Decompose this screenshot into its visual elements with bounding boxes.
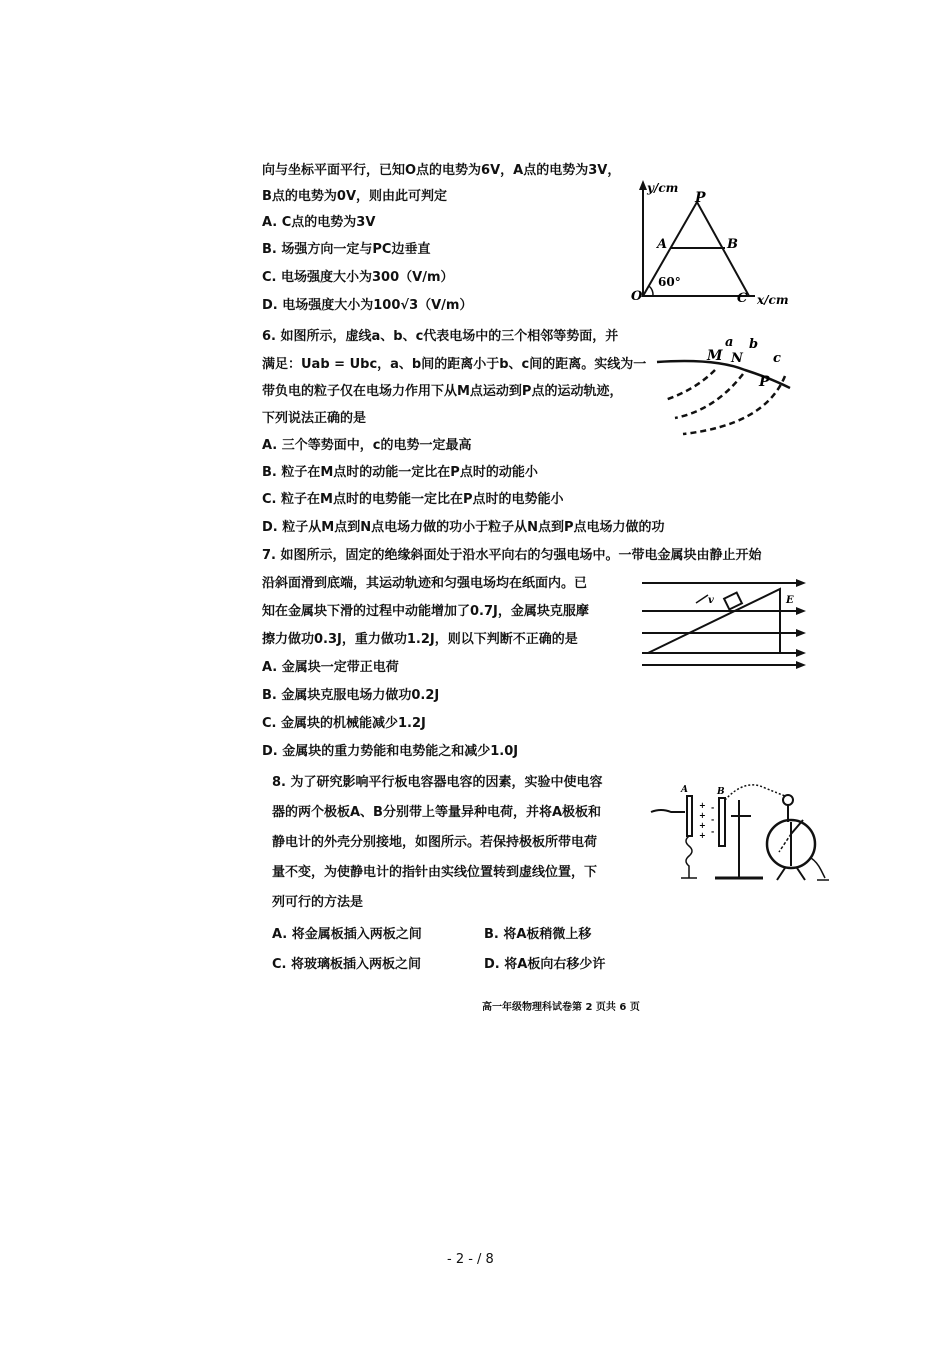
- q5-option-a: A. C点的电势为3V: [262, 215, 376, 230]
- q6-text-line3: 带负电的粒子仅在电场力作用下从M点运动到P点的运动轨迹，: [262, 384, 623, 399]
- svg-text:-: -: [711, 814, 715, 824]
- q8-option-b: B. 将A板稍微上移: [484, 927, 592, 942]
- q8-text-line2: 器的两个极板A、B分别带上等量异种电荷，并将A极板和: [272, 805, 602, 820]
- q6-text-line2: 满足：Uab = Ubc，a、b间的距离小于b、c间的距离。实线为一: [262, 357, 647, 372]
- q8-text-line4: 量不变，为使静电计的指针由实线位置转到虚线位置，下: [272, 865, 598, 880]
- q6-equipotential-figure: [655, 330, 815, 442]
- q8-text-line5: 列可行的方法是: [272, 895, 364, 910]
- q8-text-line1: 8. 为了研究影响平行板电容器电容的因素，实验中使电容: [272, 775, 603, 790]
- q7-incline-figure: [640, 575, 810, 675]
- page-number: - 2 - / 8: [447, 1252, 494, 1267]
- q7-text-line2: 沿斜面滑到底端，其运动轨迹和匀强电场均在纸面内。已: [262, 576, 588, 591]
- q6-label-a: a: [725, 335, 734, 350]
- q6-option-a: A. 三个等势面中，c的电势一定最高: [262, 438, 472, 453]
- q8-text-line3: 静电计的外壳分别接地，如图所示。若保持极板所带电荷: [272, 835, 598, 850]
- q6-option-c: C. 粒子在M点时的电势能一定比在P点时的电势能小: [262, 492, 564, 507]
- q5-point-c: C: [737, 291, 748, 306]
- q5-point-b: B: [727, 237, 738, 252]
- page-footer: 高一年级物理科试卷第 2 页共 6 页: [482, 1002, 640, 1013]
- svg-text:+: +: [699, 820, 706, 830]
- q6-point-p: P: [759, 374, 770, 390]
- q6-point-m: M: [707, 348, 723, 364]
- q7-text-line4: 擦力做功0.3J，重力做功1.2J，则以下判断不正确的是: [262, 632, 578, 647]
- q5-text-line2: B点的电势为0V，则由此可判定: [262, 189, 448, 204]
- svg-text:-: -: [711, 802, 715, 812]
- q7-option-d: D. 金属块的重力势能和电势能之和减少1.0J: [262, 744, 519, 759]
- q8-option-d: D. 将A板向右移少许: [484, 957, 606, 972]
- svg-text:-: -: [711, 826, 715, 836]
- q5-text-line1: 向与坐标平面平行，已知O点的电势为6V，A点的电势为3V，: [262, 163, 621, 178]
- q7-text-line3: 知在金属块下滑的过程中动能增加了0.7J，金属块克服摩: [262, 604, 589, 619]
- q6-text-line4: 下列说法正确的是: [262, 411, 367, 426]
- q6-text-line1: 6. 如图所示，虚线a、b、c代表电场中的三个相邻等势面，并: [262, 329, 619, 344]
- q5-angle-label: 60°: [658, 275, 681, 289]
- q7-option-c: C. 金属块的机械能减少1.2J: [262, 716, 426, 731]
- q5-option-c: C. 电场强度大小为300（V/m）: [262, 270, 454, 285]
- q7-text-line1: 7. 如图所示，固定的绝缘斜面处于沿水平向右的匀强电场中。一带电金属块由静止开始: [262, 548, 762, 563]
- q6-label-b: b: [749, 337, 759, 352]
- q5-option-d: D. 电场强度大小为100√3（V/m）: [262, 298, 473, 313]
- q7-option-a: A. 金属块一定带正电荷: [262, 660, 399, 675]
- q6-point-n: N: [731, 351, 743, 366]
- q5-x-axis-label: x/cm: [757, 293, 789, 307]
- q8-option-a: A. 将金属板插入两板之间: [272, 927, 422, 942]
- svg-text:+: +: [699, 830, 706, 840]
- q8-option-c: C. 将玻璃板插入两板之间: [272, 957, 422, 972]
- q5-y-axis-label: y/cm: [647, 181, 679, 195]
- q6-option-d: D. 粒子从M点到N点电场力做的功小于粒子从N点到P点电场力做的功: [262, 520, 665, 535]
- svg-text:+: +: [699, 810, 706, 820]
- q6-option-b: B. 粒子在M点时的动能一定比在P点时的动能小: [262, 465, 538, 480]
- q5-point-a: A: [657, 237, 668, 252]
- q5-option-b: B. 场强方向一定与PC边垂直: [262, 242, 431, 257]
- q5-point-p: P: [695, 190, 706, 206]
- q5-triangle-figure: [625, 178, 800, 313]
- q7-option-b: B. 金属块克服电场力做功0.2J: [262, 688, 440, 703]
- svg-text:+: +: [699, 800, 706, 810]
- q5-point-o: O: [631, 289, 643, 304]
- q8-plate-b-label: B: [717, 787, 725, 797]
- q7-field-label: E: [786, 595, 794, 606]
- q8-plate-a-label: A: [681, 785, 688, 795]
- q6-label-c: c: [773, 351, 781, 366]
- q7-velocity-label: v: [708, 595, 714, 606]
- q8-electrometer-figure: [645, 778, 830, 888]
